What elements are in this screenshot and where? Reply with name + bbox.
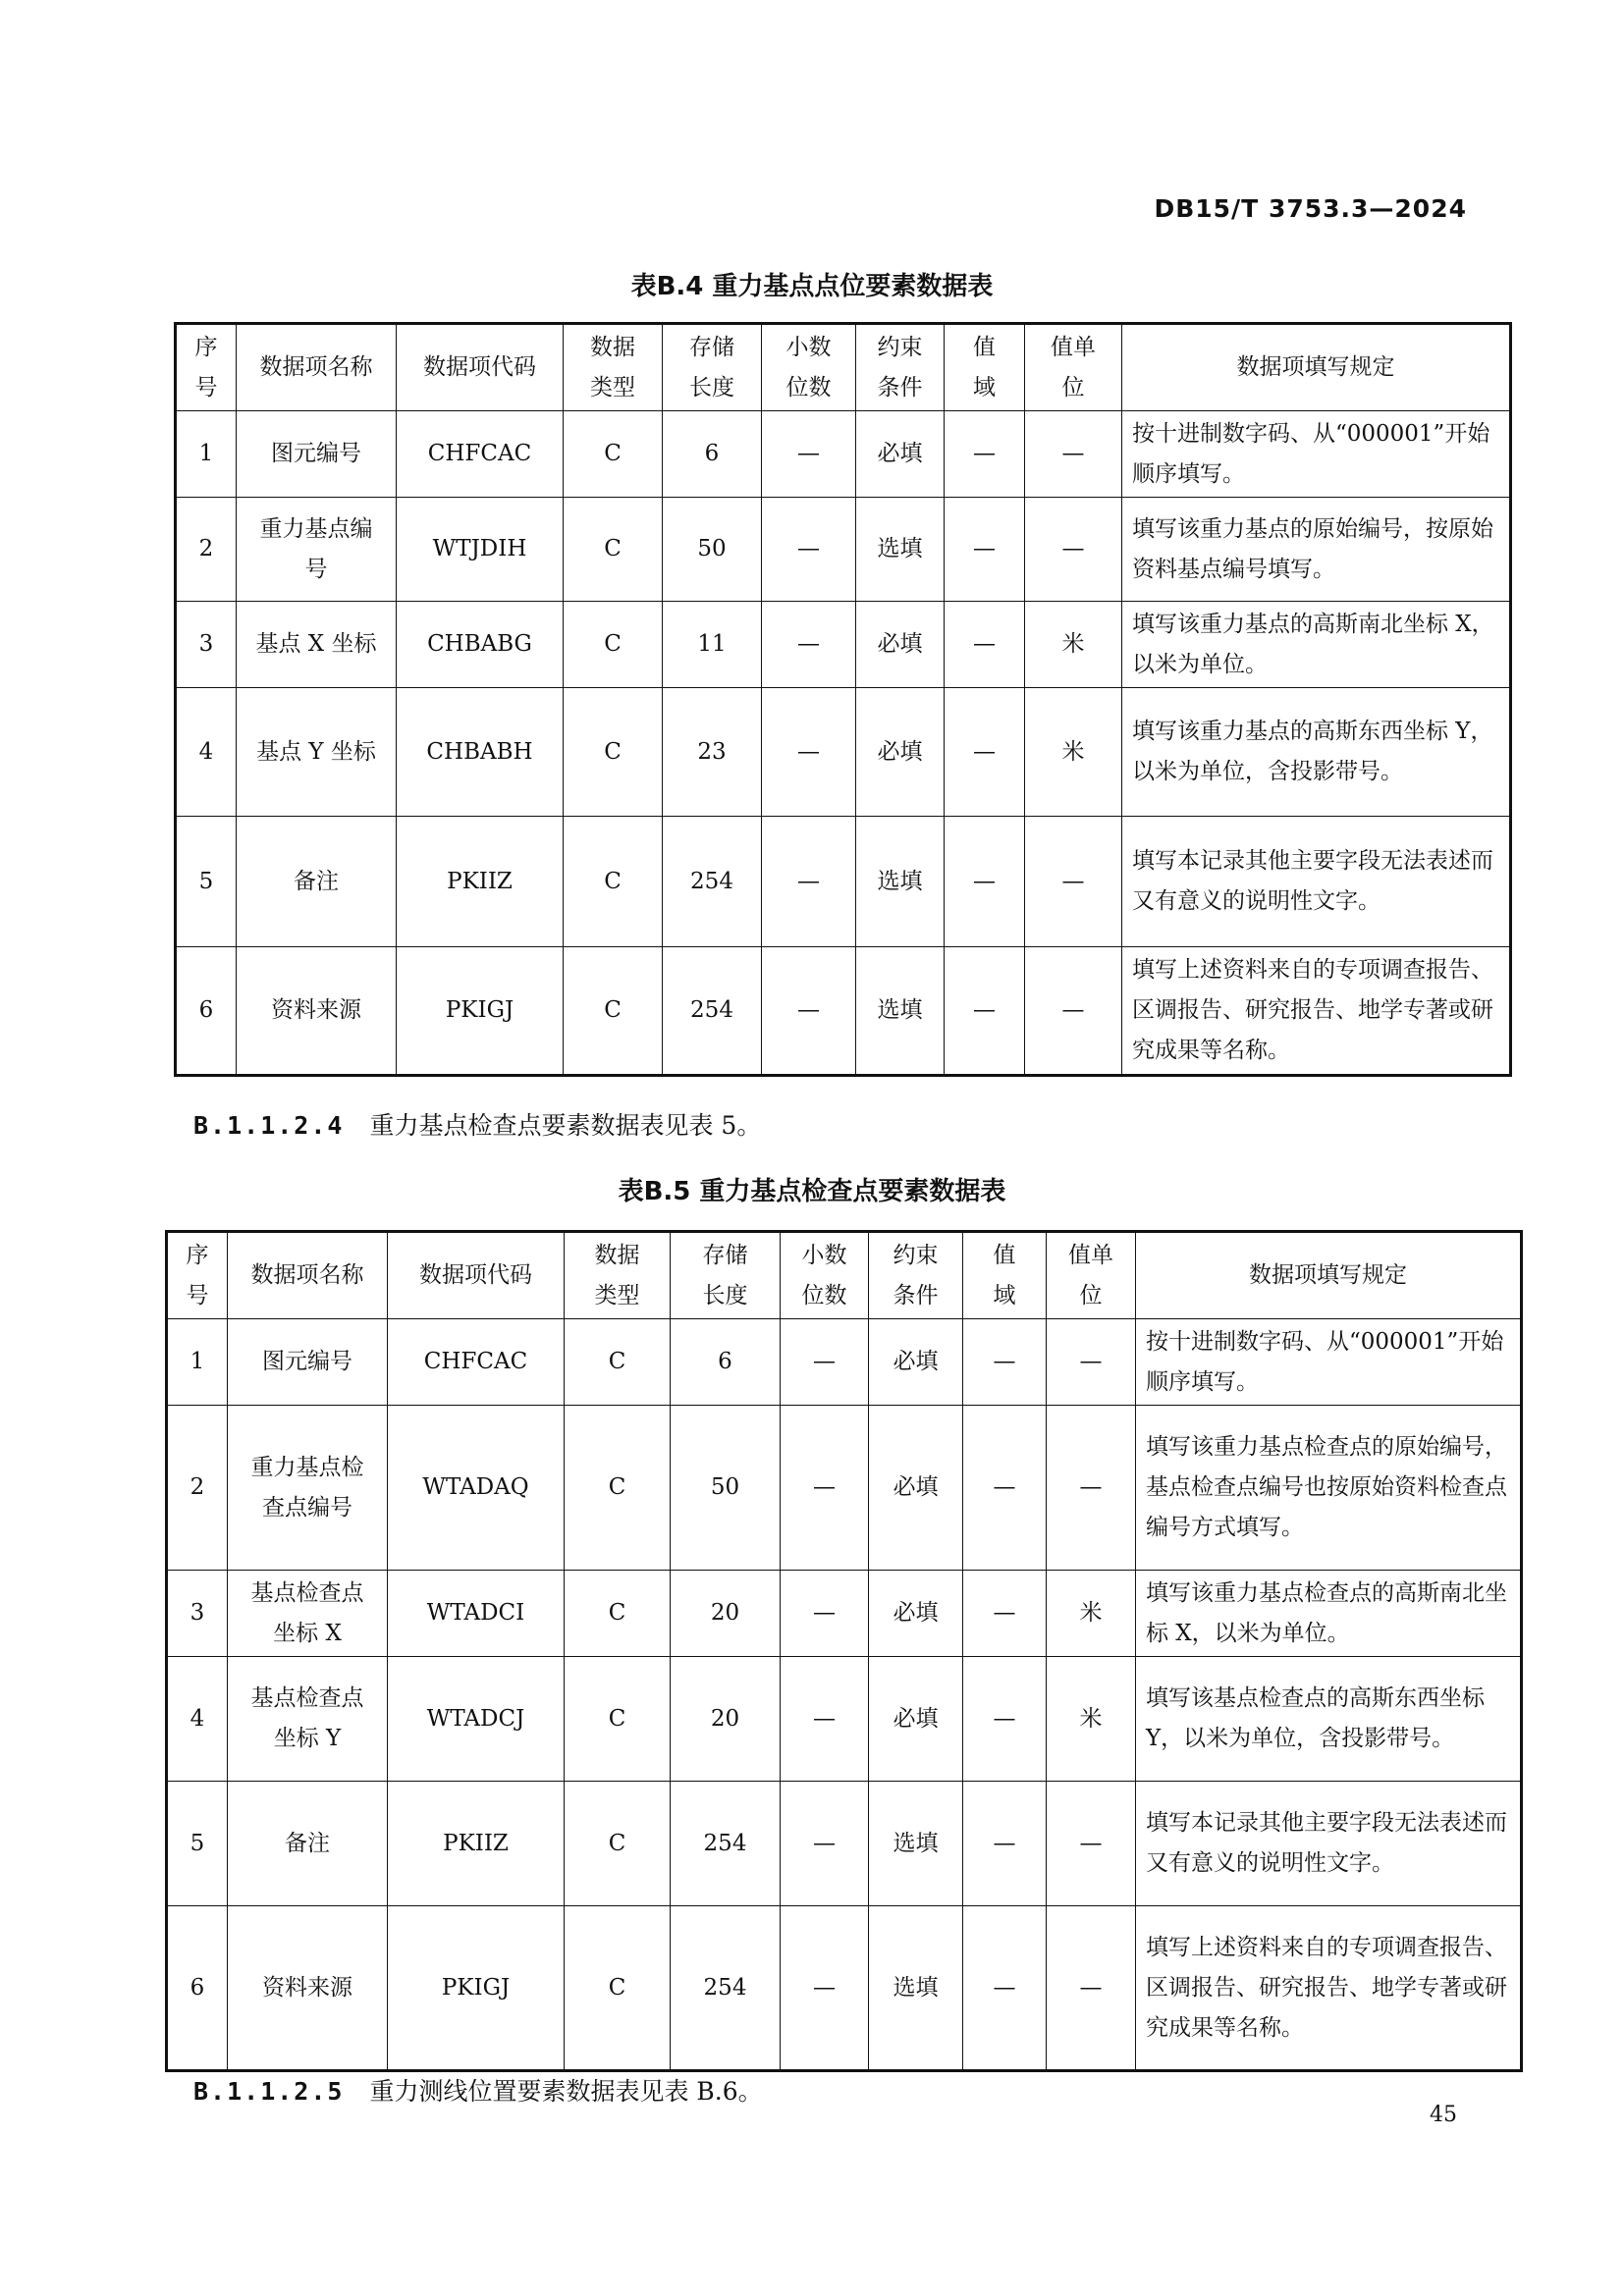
section-text: 重力基点检查点要素数据表见表 5。 xyxy=(369,1111,762,1140)
col-header-value-domain: 值域 xyxy=(945,324,1025,411)
cell-item-code: PKIGJ xyxy=(388,1906,565,2071)
cell-item-name: 基点检查点坐标 Y xyxy=(228,1657,388,1782)
cell-item-name: 基点 Y 坐标 xyxy=(237,688,397,817)
cell-value-unit: — xyxy=(1047,1406,1136,1571)
cell-decimals: — xyxy=(781,1571,869,1657)
table-b4 xyxy=(174,322,1512,1077)
cell-storage-length: 20 xyxy=(671,1571,781,1657)
col-header-seq: 序号 xyxy=(167,1232,228,1319)
cell-seq: 4 xyxy=(167,1657,228,1782)
cell-decimals: — xyxy=(781,1906,869,2071)
cell-seq: 6 xyxy=(176,947,237,1076)
cell-item-code: CHBABG xyxy=(397,602,564,688)
table-row xyxy=(176,817,1511,947)
cell-value-unit: — xyxy=(1047,1782,1136,1906)
table-b4-header-row xyxy=(176,324,1511,411)
cell-storage-length: 254 xyxy=(671,1906,781,2071)
cell-value-unit: 米 xyxy=(1025,688,1122,817)
cell-item-name: 重力基点检查点编号 xyxy=(228,1406,388,1571)
cell-constraint: 必填 xyxy=(869,1406,963,1571)
col-header-fill-rule: 数据项填写规定 xyxy=(1122,324,1511,411)
cell-item-code: CHBABH xyxy=(397,688,564,817)
document-id: DB15/T 3753.3—2024 xyxy=(1154,194,1467,223)
cell-value-unit: — xyxy=(1025,947,1122,1076)
cell-decimals: — xyxy=(762,602,856,688)
col-header-decimals: 小数位数 xyxy=(762,324,856,411)
cell-value-domain: — xyxy=(963,1319,1047,1406)
table-b5-title: 表B.5 重力基点检查点要素数据表 xyxy=(618,1177,1006,1206)
table-row xyxy=(167,1906,1522,2071)
section-b1124 xyxy=(193,1106,761,1142)
table-row xyxy=(167,1571,1522,1657)
cell-item-name: 图元编号 xyxy=(237,411,397,498)
table-row xyxy=(167,1319,1522,1406)
cell-item-name: 基点 X 坐标 xyxy=(237,602,397,688)
col-header-value-unit: 值单位 xyxy=(1025,324,1122,411)
cell-constraint: 必填 xyxy=(869,1319,963,1406)
cell-fill-rule: 按十进制数字码、从“000001”开始顺序填写。 xyxy=(1122,411,1511,498)
section-number: B.1.1.2.4 xyxy=(193,1111,345,1140)
cell-value-unit: — xyxy=(1025,411,1122,498)
cell-storage-length: 254 xyxy=(663,947,762,1076)
cell-item-code: WTADCJ xyxy=(388,1657,565,1782)
cell-constraint: 必填 xyxy=(856,602,945,688)
cell-value-domain: — xyxy=(963,1657,1047,1782)
cell-item-code: WTADCI xyxy=(388,1571,565,1657)
cell-fill-rule: 填写上述资料来自的专项调查报告、区调报告、研究报告、地学专著或研究成果等名称。 xyxy=(1136,1906,1522,2071)
table-b5 xyxy=(165,1230,1523,2072)
cell-fill-rule: 按十进制数字码、从“000001”开始顺序填写。 xyxy=(1136,1319,1522,1406)
cell-value-unit: 米 xyxy=(1047,1571,1136,1657)
cell-storage-length: 50 xyxy=(663,498,762,602)
cell-data-type: C xyxy=(565,1319,671,1406)
cell-decimals: — xyxy=(781,1657,869,1782)
cell-data-type: C xyxy=(565,1782,671,1906)
col-header-decimals: 小数位数 xyxy=(781,1232,869,1319)
cell-decimals: — xyxy=(762,688,856,817)
section-number: B.1.1.2.5 xyxy=(193,2077,345,2106)
cell-seq: 3 xyxy=(167,1571,228,1657)
table-row xyxy=(176,602,1511,688)
cell-fill-rule: 填写该重力基点检查点的原始编号，基点检查点编号也按原始资料检查点编号方式填写。 xyxy=(1136,1406,1522,1571)
cell-constraint: 选填 xyxy=(856,817,945,947)
cell-item-code: WTADAQ xyxy=(388,1406,565,1571)
col-header-value-unit: 值单位 xyxy=(1047,1232,1136,1319)
table-b4-title: 表B.4 重力基点点位要素数据表 xyxy=(630,272,994,301)
cell-storage-length: 6 xyxy=(671,1319,781,1406)
cell-item-name: 资料来源 xyxy=(237,947,397,1076)
table-row xyxy=(176,411,1511,498)
cell-seq: 2 xyxy=(167,1406,228,1571)
cell-decimals: — xyxy=(762,411,856,498)
cell-seq: 5 xyxy=(167,1782,228,1906)
cell-value-domain: — xyxy=(963,1571,1047,1657)
cell-value-domain: — xyxy=(945,817,1025,947)
cell-value-unit: 米 xyxy=(1025,602,1122,688)
cell-value-domain: — xyxy=(945,411,1025,498)
cell-seq: 4 xyxy=(176,688,237,817)
cell-item-name: 备注 xyxy=(237,817,397,947)
cell-value-unit: — xyxy=(1047,1906,1136,2071)
cell-item-name: 备注 xyxy=(228,1782,388,1906)
section-text: 重力测线位置要素数据表见表 B.6。 xyxy=(369,2077,763,2106)
col-header-item-name: 数据项名称 xyxy=(237,324,397,411)
cell-item-code: CHFCAC xyxy=(397,411,564,498)
col-header-data-type: 数据类型 xyxy=(564,324,663,411)
cell-seq: 3 xyxy=(176,602,237,688)
cell-fill-rule: 填写该重力基点的高斯东西坐标 Y，以米为单位，含投影带号。 xyxy=(1122,688,1511,817)
cell-decimals: — xyxy=(781,1782,869,1906)
cell-item-name: 资料来源 xyxy=(228,1906,388,2071)
table-b5-header-row xyxy=(167,1232,1522,1319)
cell-fill-rule: 填写上述资料来自的专项调查报告、区调报告、研究报告、地学专著或研究成果等名称。 xyxy=(1122,947,1511,1076)
cell-data-type: C xyxy=(564,411,663,498)
cell-data-type: C xyxy=(565,1406,671,1571)
table-row xyxy=(176,688,1511,817)
table-row xyxy=(176,947,1511,1076)
cell-decimals: — xyxy=(762,947,856,1076)
cell-data-type: C xyxy=(564,688,663,817)
cell-value-domain: — xyxy=(963,1406,1047,1571)
col-header-data-type: 数据类型 xyxy=(565,1232,671,1319)
cell-decimals: — xyxy=(781,1406,869,1571)
section-b1125 xyxy=(193,2072,763,2108)
cell-data-type: C xyxy=(565,1571,671,1657)
cell-data-type: C xyxy=(565,1906,671,2071)
cell-storage-length: 11 xyxy=(663,602,762,688)
cell-item-code: WTJDIH xyxy=(397,498,564,602)
cell-constraint: 必填 xyxy=(856,688,945,817)
cell-decimals: — xyxy=(762,498,856,602)
col-header-constraint: 约束条件 xyxy=(869,1232,963,1319)
cell-constraint: 选填 xyxy=(856,947,945,1076)
cell-value-domain: — xyxy=(945,947,1025,1076)
cell-value-domain: — xyxy=(945,498,1025,602)
cell-storage-length: 6 xyxy=(663,411,762,498)
cell-value-domain: — xyxy=(963,1782,1047,1906)
cell-fill-rule: 填写本记录其他主要字段无法表述而又有意义的说明性文字。 xyxy=(1122,817,1511,947)
table-row xyxy=(176,498,1511,602)
cell-value-domain: — xyxy=(945,602,1025,688)
cell-seq: 5 xyxy=(176,817,237,947)
cell-seq: 1 xyxy=(176,411,237,498)
cell-storage-length: 254 xyxy=(671,1782,781,1906)
cell-fill-rule: 填写该重力基点的原始编号，按原始资料基点编号填写。 xyxy=(1122,498,1511,602)
cell-value-domain: — xyxy=(963,1906,1047,2071)
cell-fill-rule: 填写本记录其他主要字段无法表述而又有意义的说明性文字。 xyxy=(1136,1782,1522,1906)
cell-value-unit: 米 xyxy=(1047,1657,1136,1782)
cell-seq: 1 xyxy=(167,1319,228,1406)
cell-storage-length: 20 xyxy=(671,1657,781,1782)
col-header-value-domain: 值域 xyxy=(963,1232,1047,1319)
cell-item-code: PKIGJ xyxy=(397,947,564,1076)
cell-value-unit: — xyxy=(1025,498,1122,602)
cell-seq: 6 xyxy=(167,1906,228,2071)
cell-constraint: 必填 xyxy=(869,1571,963,1657)
cell-fill-rule: 填写该基点检查点的高斯东西坐标 Y，以米为单位，含投影带号。 xyxy=(1136,1657,1522,1782)
col-header-item-name: 数据项名称 xyxy=(228,1232,388,1319)
cell-storage-length: 50 xyxy=(671,1406,781,1571)
cell-item-code: CHFCAC xyxy=(388,1319,565,1406)
cell-value-unit: — xyxy=(1047,1319,1136,1406)
cell-value-unit: — xyxy=(1025,817,1122,947)
cell-data-type: C xyxy=(565,1657,671,1782)
cell-decimals: — xyxy=(781,1319,869,1406)
cell-decimals: — xyxy=(762,817,856,947)
cell-storage-length: 254 xyxy=(663,817,762,947)
cell-item-name: 基点检查点坐标 X xyxy=(228,1571,388,1657)
table-row xyxy=(167,1406,1522,1571)
cell-constraint: 选填 xyxy=(869,1782,963,1906)
cell-data-type: C xyxy=(564,817,663,947)
cell-data-type: C xyxy=(564,947,663,1076)
cell-data-type: C xyxy=(564,498,663,602)
col-header-item-code: 数据项代码 xyxy=(388,1232,565,1319)
col-header-fill-rule: 数据项填写规定 xyxy=(1136,1232,1522,1319)
cell-item-name: 图元编号 xyxy=(228,1319,388,1406)
cell-storage-length: 23 xyxy=(663,688,762,817)
table-row xyxy=(167,1782,1522,1906)
col-header-seq: 序号 xyxy=(176,324,237,411)
page-number: 45 xyxy=(1430,2103,1457,2127)
cell-fill-rule: 填写该重力基点检查点的高斯南北坐标 X，以米为单位。 xyxy=(1136,1571,1522,1657)
col-header-storage-length: 存储长度 xyxy=(671,1232,781,1319)
cell-constraint: 必填 xyxy=(856,411,945,498)
cell-fill-rule: 填写该重力基点的高斯南北坐标 X，以米为单位。 xyxy=(1122,602,1511,688)
cell-item-code: PKIIZ xyxy=(388,1782,565,1906)
col-header-storage-length: 存储长度 xyxy=(663,324,762,411)
cell-value-domain: — xyxy=(945,688,1025,817)
cell-item-name: 重力基点编号 xyxy=(237,498,397,602)
cell-seq: 2 xyxy=(176,498,237,602)
cell-item-code: PKIIZ xyxy=(397,817,564,947)
col-header-constraint: 约束条件 xyxy=(856,324,945,411)
cell-data-type: C xyxy=(564,602,663,688)
cell-constraint: 选填 xyxy=(869,1906,963,2071)
table-row xyxy=(167,1657,1522,1782)
cell-constraint: 必填 xyxy=(869,1657,963,1782)
cell-constraint: 选填 xyxy=(856,498,945,602)
col-header-item-code: 数据项代码 xyxy=(397,324,564,411)
